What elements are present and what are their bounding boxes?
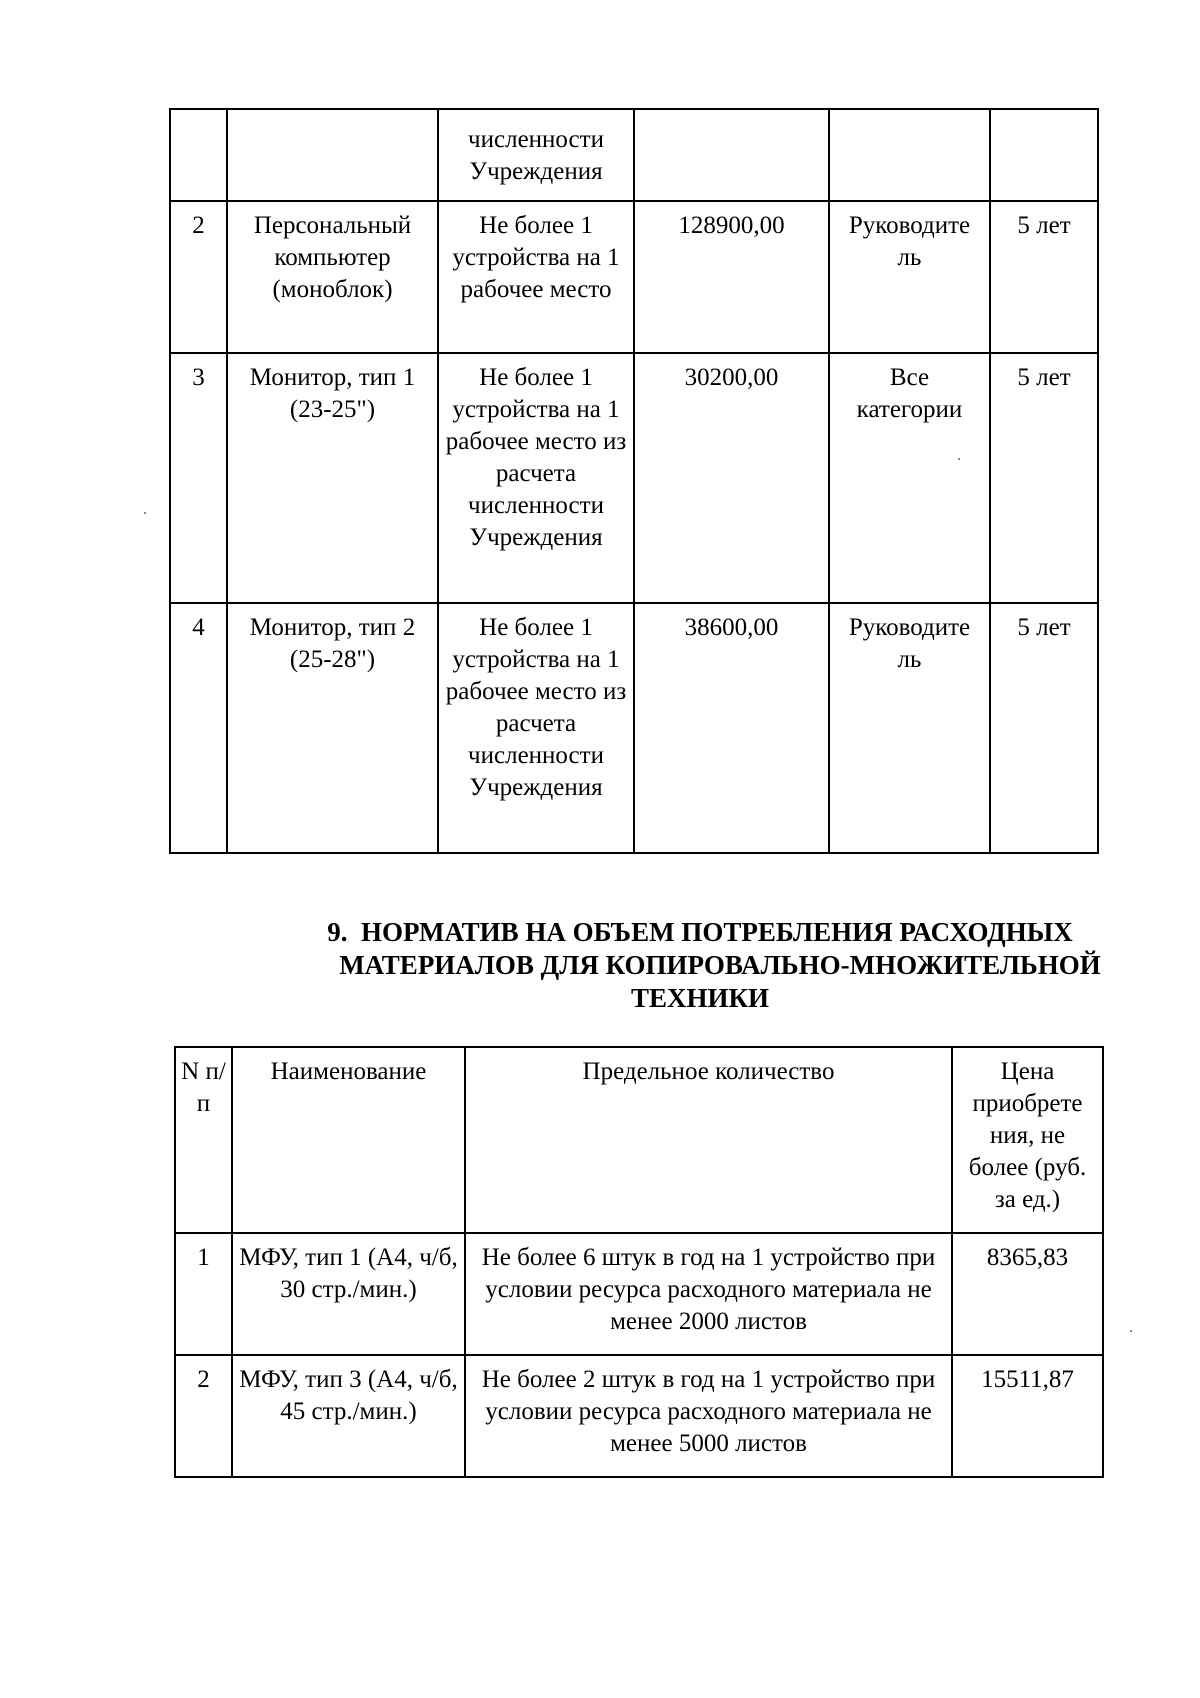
table-row — [170, 353, 1098, 603]
cell-limit — [438, 353, 634, 603]
cell-name — [227, 353, 438, 603]
header-text: Предельное количество — [582, 1058, 835, 1085]
cell-text: 15511,87 — [981, 1366, 1074, 1393]
cell-term — [990, 353, 1098, 603]
cell-text — [228, 110, 437, 118]
section-heading-line-1 — [250, 916, 1150, 949]
cell-category — [829, 201, 990, 353]
cell-text: МФУ, тип 1 (А4, ч/б, 30 стр./мин.) — [239, 1244, 458, 1303]
cell-text: 8365,83 — [986, 1244, 1069, 1271]
table-row — [175, 1233, 1103, 1355]
cell-price — [952, 1355, 1103, 1477]
cell-text: 1 — [197, 1244, 210, 1271]
cell-text: 30200,00 — [684, 364, 779, 391]
cell-text: Не более 2 штук в год на 1 устройство при условии ресурса расходного материала не менее 5000 листов — [481, 1366, 936, 1457]
cell-text — [171, 110, 226, 118]
cell-name — [227, 201, 438, 353]
table-row — [175, 1355, 1103, 1477]
header-num — [175, 1047, 232, 1233]
cell-name — [232, 1233, 465, 1355]
cell-text: Руководите ль — [848, 614, 971, 673]
section-number: 9. — [327, 917, 348, 947]
cell-category — [829, 603, 990, 853]
cell-text: Не более 1 устройства на 1 рабочее место из расчета численности Учреждения — [445, 614, 627, 801]
cell-text — [635, 110, 828, 118]
section-title-part-3: ТЕХНИКИ — [630, 983, 770, 1013]
cell-text: Монитор, тип 2 (25-28") — [249, 614, 416, 673]
header-text: N п/п — [181, 1058, 226, 1117]
header-text: Цена приобрете ния, не более (руб. за ед.) — [968, 1058, 1087, 1213]
cell-text: 5 лет — [1017, 212, 1071, 239]
cell-price — [634, 201, 829, 353]
cell-num — [175, 1355, 232, 1477]
cell-term — [990, 603, 1098, 853]
cell-text: 128900,00 — [678, 212, 785, 239]
cell-text: Не более 1 устройства на 1 рабочее место — [452, 212, 620, 303]
cell-text — [991, 110, 1097, 118]
section-title-part-1: НОРМАТИВ НА ОБЪЕМ ПОТРЕБЛЕНИЯ РАСХОДНЫХ — [360, 917, 1073, 947]
cell-price — [952, 1233, 1103, 1355]
cell-limit — [438, 603, 634, 853]
cell-text: МФУ, тип 3 (А4, ч/б, 45 стр./мин.) — [239, 1366, 458, 1425]
cell-text: Не более 1 устройства на 1 рабочее место из расчета численности Учреждения — [445, 364, 627, 551]
cell-text: Монитор, тип 1 (23-25") — [249, 364, 416, 423]
cell-text: Персональный компьютер (моноблок) — [253, 212, 412, 303]
cell-text: 2 — [192, 212, 205, 239]
cell-num — [170, 109, 227, 201]
cell-text: 2 — [197, 1366, 210, 1393]
cell-term — [990, 201, 1098, 353]
consumables-norms-table — [174, 1046, 1104, 1478]
cell-category — [829, 109, 990, 201]
table-row — [170, 201, 1098, 353]
section-heading — [250, 916, 1150, 1015]
cell-limit — [465, 1355, 952, 1477]
cell-text: 5 лет — [1017, 364, 1071, 391]
cell-text: 5 лет — [1017, 614, 1071, 641]
scan-speck — [144, 512, 146, 514]
scan-speck — [1130, 1330, 1132, 1332]
cell-price — [634, 603, 829, 853]
cell-price — [634, 109, 829, 201]
cell-num — [170, 603, 227, 853]
cell-name — [227, 603, 438, 853]
cell-text — [830, 110, 989, 118]
equipment-norms-table — [169, 108, 1099, 854]
cell-limit — [438, 201, 634, 353]
cell-name — [232, 1355, 465, 1477]
table-row — [170, 603, 1098, 853]
cell-text: 38600,00 — [684, 614, 779, 641]
scan-speck — [958, 458, 960, 460]
cell-text: численности Учреждения — [468, 126, 604, 185]
table-row — [170, 109, 1098, 201]
cell-limit — [438, 109, 634, 201]
cell-price — [634, 353, 829, 603]
cell-category — [829, 353, 990, 603]
cell-num — [170, 353, 227, 603]
header-limit — [465, 1047, 952, 1233]
header-price — [952, 1047, 1103, 1233]
cell-num — [170, 201, 227, 353]
header-name — [232, 1047, 465, 1233]
table-header-row — [175, 1047, 1103, 1233]
cell-limit — [465, 1233, 952, 1355]
cell-text: Руководите ль — [848, 212, 971, 271]
cell-text: 3 — [192, 364, 205, 391]
header-text: Наименование — [270, 1058, 427, 1085]
cell-term — [990, 109, 1098, 201]
section-title-part-2: МАТЕРИАЛОВ ДЛЯ КОПИРОВАЛЬНО-МНОЖИТЕЛЬНОЙ — [339, 950, 1101, 980]
cell-num — [175, 1233, 232, 1355]
cell-text: Не более 6 штук в год на 1 устройство при условии ресурса расходного материала не менее 2000 листов — [481, 1244, 936, 1335]
cell-text: Все категории — [856, 364, 963, 423]
cell-name — [227, 109, 438, 201]
cell-text: 4 — [192, 614, 205, 641]
